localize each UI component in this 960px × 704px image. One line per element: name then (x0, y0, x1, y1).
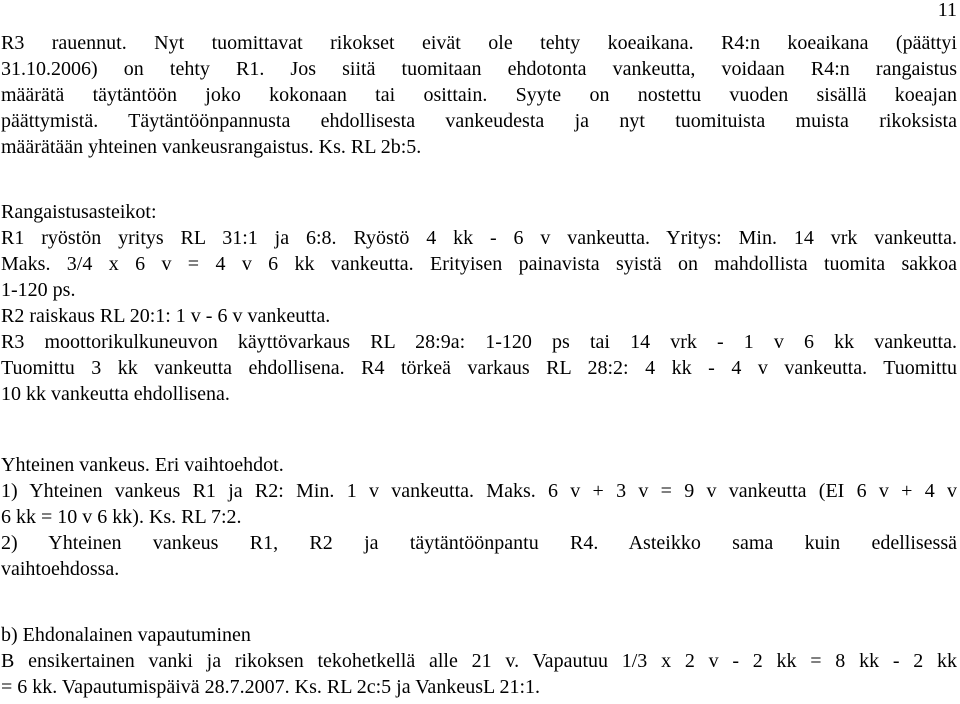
text-line: = 6 kk. Vapautumispäivä 28.7.2007. Ks. RL 2c:5 ja VankeusL 21:1. (1, 676, 541, 698)
text-line: 10 kk vankeutta ehdollisena. (1, 383, 230, 405)
text-line: 6 kk = 10 v 6 kk). Ks. RL 7:2. (1, 506, 242, 528)
text-line: määrätä täytäntöön joko kokonaan tai osittain. Syyte on nostettu vuoden sisällä koeajan (1, 84, 957, 106)
text-line: määrätään yhteinen vankeusrangaistus. Ks. RL 2b:5. (1, 136, 422, 158)
text-line: R3 rauennut. Nyt tuomittavat rikokset eivät ole tehty koeaikana. R4:n koeaikana (päättyi (1, 32, 957, 54)
section-heading: Yhteinen vankeus. Eri vaihtoehdot. (1, 454, 284, 476)
text-line: 31.10.2006) on tehty R1. Jos siitä tuomitaan ehdotonta vankeutta, voidaan R4:n rangaistus (1, 58, 957, 80)
text-line: R1 ryöstön yritys RL 31:1 ja 6:8. Ryöstö 4 kk - 6 v vankeutta. Yritys: Min. 14 vrk vankeutta. (1, 227, 957, 249)
text-line: 2) Yhteinen vankeus R1, R2 ja täytäntöönpantu R4. Asteikko sama kuin edellisessä (1, 532, 957, 554)
paragraph-probation (1, 30, 957, 160)
paragraph-combined-sentence (1, 452, 957, 582)
text-line: vaihtoehdossa. (1, 558, 120, 580)
text-line: Maks. 3/4 x 6 v = 4 v 6 kk vankeutta. Erityisen painavista syistä on mahdollista tuomita sakkoa (1, 253, 957, 275)
text-line: 1-120 ps. (1, 279, 76, 301)
page-number: 11 (937, 0, 957, 21)
text-line: Tuomittu 3 kk vankeutta ehdollisena. R4 törkeä varkaus RL 28:2: 4 kk - 4 v vankeutta. Tuomittu (1, 357, 957, 379)
section-heading: Rangaistusasteikot: (1, 201, 157, 223)
text-line: päättymistä. Täytäntöönpannusta ehdollisesta vankeudesta ja nyt tuomituista muista rikoksista (1, 110, 957, 132)
text-line: 1) Yhteinen vankeus R1 ja R2: Min. 1 v vankeutta. Maks. 6 v + 3 v = 9 v vankeutta (EI 6 v + 4 v (1, 480, 957, 502)
section-heading: b) Ehdonalainen vapautuminen (1, 624, 251, 646)
text-line: R3 moottorikulkuneuvon käyttövarkaus RL 28:9a: 1-120 ps tai 14 vrk - 1 v 6 kk vankeutta. (1, 331, 957, 353)
paragraph-conditional-release (1, 622, 957, 700)
text-line: B ensikertainen vanki ja rikoksen tekohetkellä alle 21 v. Vapautuu 1/3 x 2 v - 2 kk = 8 kk - 2 kk (1, 650, 957, 672)
text-line: R2 raiskaus RL 20:1: 1 v - 6 v vankeutta. (1, 305, 331, 327)
paragraph-penalty-scales (1, 199, 957, 407)
